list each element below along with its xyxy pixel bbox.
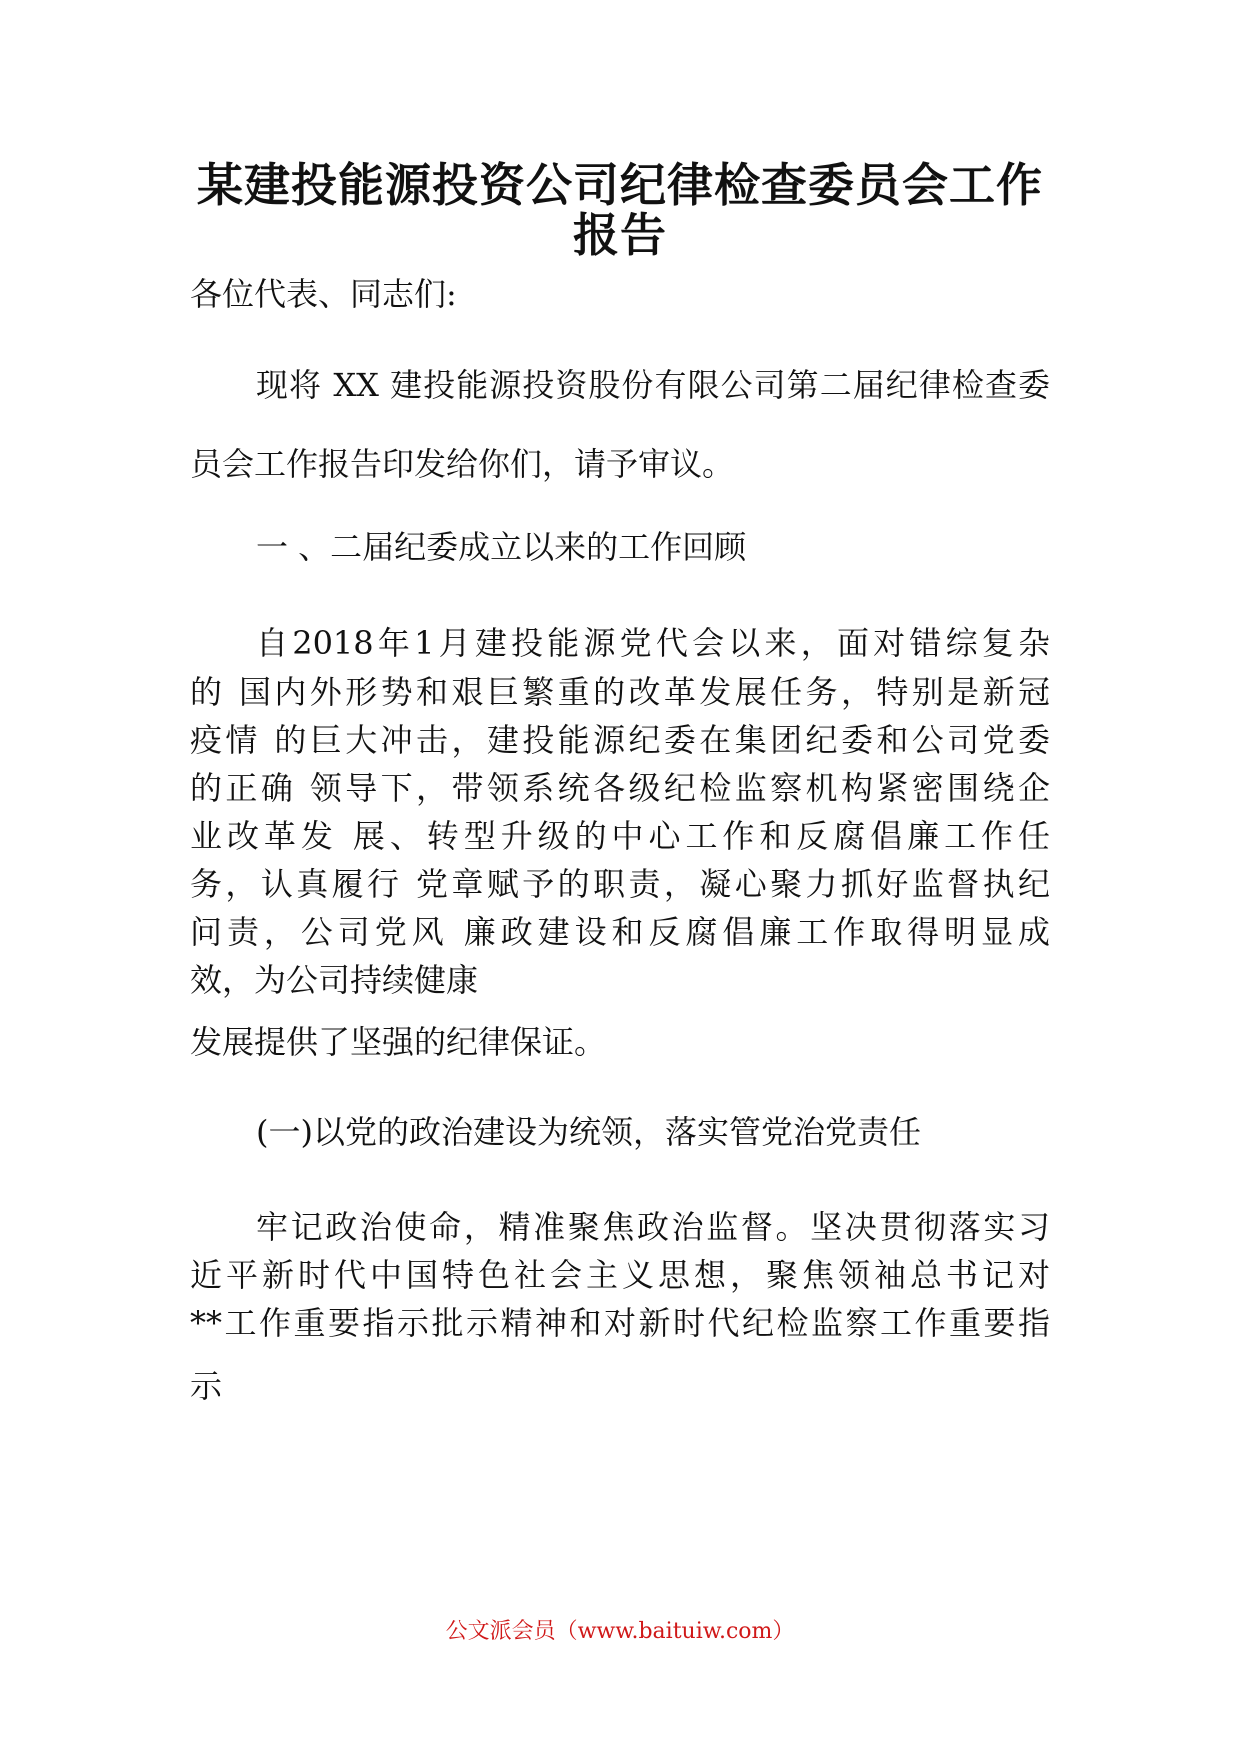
paragraph-1-line-9: 发展提供了坚强的纪律保证。 xyxy=(190,1023,607,1061)
paragraph-2-line-2: 近平新时代中国特色社会主义思想，聚焦领袖总书记对 xyxy=(190,1256,1050,1294)
footer-watermark: 公文派会员（www.baituiw.com） xyxy=(445,1619,795,1644)
paragraph-1-line-2: 的 国内外形势和艰巨繁重的改革发展任务，特别是新冠 xyxy=(190,673,1050,711)
subsection-1-heading: (一)以党的政治建设为统领，落实管党治党责任 xyxy=(256,1113,921,1151)
document-title-line-2: 报告 xyxy=(573,208,667,262)
paragraph-1-line-3: 疫情 的巨大冲击，建投能源纪委在集团纪委和公司党委 xyxy=(190,721,1050,759)
document-title-line-1: 某建投能源投资公司纪律检查委员会工作 xyxy=(197,158,1043,212)
paragraph-2-line-1: 牢记政治使命，精准聚焦政治监督。坚决贯彻落实习 xyxy=(256,1208,1050,1246)
intro-line-2: 员会工作报告印发给你们，请予审议。 xyxy=(190,445,735,483)
paragraph-2-line-3: **工作重要指示批示精神和对新时代纪检监察工作重要指 xyxy=(190,1304,1050,1342)
paragraph-1-line-8: 效，为公司持续健康 xyxy=(190,961,479,999)
paragraph-1-line-7: 问责，公司党风 廉政建设和反腐倡廉工作取得明显成 xyxy=(190,913,1050,951)
salutation: 各位代表、同志们: xyxy=(190,275,457,313)
paragraph-2-line-4: 示 xyxy=(190,1367,223,1405)
section-1-heading: 一 、二届纪委成立以来的工作回顾 xyxy=(256,528,747,566)
paragraph-1-line-6: 务，认真履行 党章赋予的职责，凝心聚力抓好监督执纪 xyxy=(190,865,1050,903)
intro-line-1: 现将 XX 建投能源投资股份有限公司第二届纪律检查委 xyxy=(256,366,1050,404)
paragraph-1-line-5: 业改革发 展、转型升级的中心工作和反腐倡廉工作任 xyxy=(190,817,1050,855)
paragraph-1-line-1: 自2018年1月建投能源党代会以来，面对错综复杂 xyxy=(256,624,1050,662)
paragraph-1-line-4: 的正确 领导下，带领系统各级纪检监察机构紧密围绕企 xyxy=(190,769,1050,807)
